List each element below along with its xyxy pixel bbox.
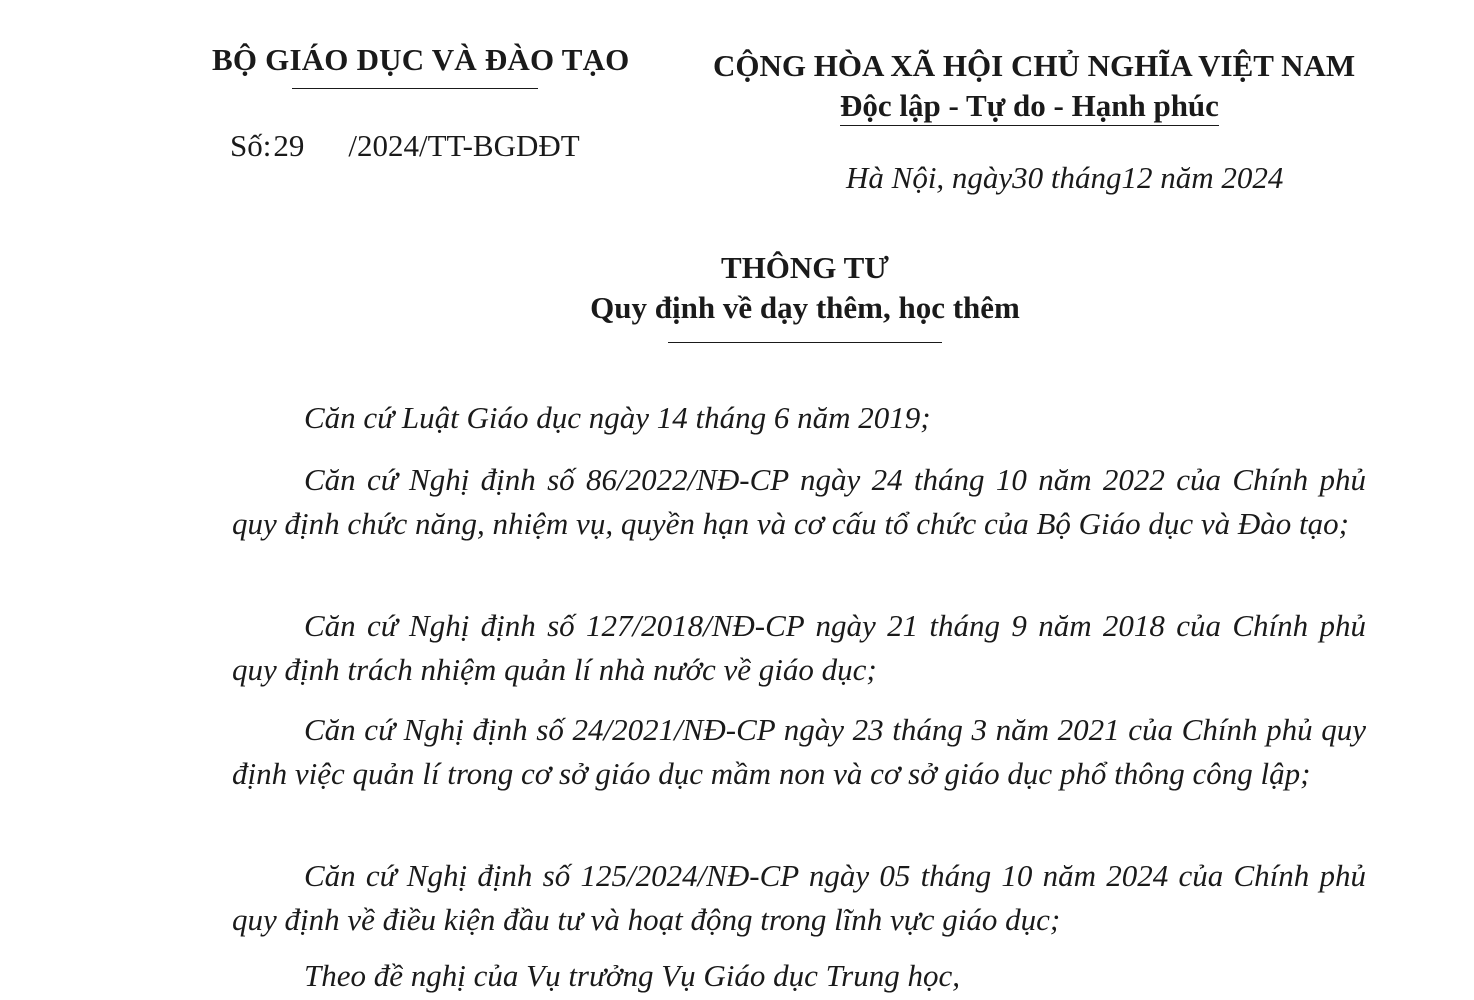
national-motto: Độc lập - Tự do - Hạnh phúc (840, 88, 1219, 126)
legal-basis-paragraph: Căn cứ Nghị định số 24/2021/NĐ-CP ngày 23 tháng 3 năm 2021 của Chính phủ quy định việc quản lí trong cơ sở giáo dục mầm non và cơ sở giáo dục phổ thông công lập; (232, 712, 1366, 791)
nation-name: CỘNG HÒA XÃ HỘI CHỦ NGHĨA VIỆT NAM (713, 48, 1356, 83)
doc-number-prefix: Số: (230, 128, 272, 163)
legal-basis-paragraph: Căn cứ Nghị định số 127/2018/NĐ-CP ngày 21 tháng 9 năm 2018 của Chính phủ quy định trách nhiệm quản lí nhà nước về giáo dục; (232, 608, 1366, 687)
doc-number-suffix: /2024/TT-BGDĐT (348, 128, 580, 163)
document-number (230, 128, 580, 164)
legal-basis-paragraph: Căn cứ Luật Giáo dục ngày 14 tháng 6 năm 2019; (304, 400, 931, 435)
proposal-paragraph: Theo đề nghị của Vụ trưởng Vụ Giáo dục Trung học, (304, 958, 960, 993)
document-title: THÔNG TƯ (721, 250, 889, 285)
place-date: Hà Nội, ngày30 tháng12 năm 2024 (846, 160, 1284, 195)
ministry-underline (292, 88, 538, 89)
legal-basis-paragraph: Căn cứ Nghị định số 125/2024/NĐ-CP ngày 05 tháng 10 năm 2024 của Chính phủ quy định về điều kiện đầu tư và hoạt động trong lĩnh vực giáo dục; (232, 858, 1366, 937)
document-subtitle: Quy định về dạy thêm, học thêm (590, 290, 1020, 325)
legal-basis-paragraph: Căn cứ Nghị định số 86/2022/NĐ-CP ngày 24 tháng 10 năm 2022 của Chính phủ quy định chức năng, nhiệm vụ, quyền hạn và cơ cấu tổ chức của Bộ Giáo dục và Đào tạo; (232, 462, 1366, 541)
doc-number-value: 29 (273, 128, 305, 163)
title-underline (668, 342, 942, 343)
ministry-name: BỘ GIÁO DỤC VÀ ĐÀO TẠO (212, 42, 630, 77)
